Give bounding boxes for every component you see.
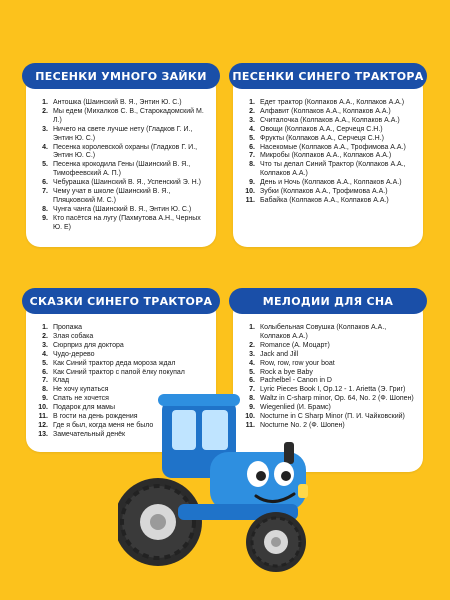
track-item bbox=[243, 197, 417, 206]
track-item bbox=[36, 333, 210, 342]
track-item bbox=[36, 108, 210, 126]
track-item bbox=[36, 360, 210, 369]
track-number: 8. bbox=[249, 161, 255, 169]
track-number: 6. bbox=[42, 179, 48, 187]
track-title: Спать не хочется bbox=[53, 395, 109, 403]
track-number: 2. bbox=[249, 341, 255, 349]
blue-tractor-illustration bbox=[118, 392, 318, 600]
track-item bbox=[36, 206, 210, 215]
track-number: 6. bbox=[249, 377, 255, 385]
track-title: Pachelbel - Canon in D bbox=[260, 377, 332, 385]
panel-title: СКАЗКИ СИНЕГО ТРАКТОРА bbox=[22, 288, 220, 314]
track-number: 9. bbox=[249, 179, 255, 187]
track-number: 8. bbox=[42, 205, 48, 213]
track-item bbox=[243, 117, 417, 126]
track-title: Микробы (Колпаков А.А., Колпаков А.А.) bbox=[260, 152, 392, 160]
track-title: Едет трактор (Колпаков А.А., Колпаков А.А.) bbox=[260, 99, 405, 106]
track-title: Чему учат в школе (Шаинский В. Я., Пляцковский М. С.) bbox=[53, 188, 171, 204]
track-title: Nocturne No. 2 (Ф. Шопен) bbox=[260, 421, 345, 429]
track-title: Waltz in C-sharp minor, Op. 64, No. 2 (Ф. Шопен) bbox=[260, 395, 414, 403]
track-title: Зубки (Колпаков А.А., Трофимова А.А.) bbox=[260, 188, 388, 196]
track-number: 6. bbox=[249, 143, 255, 151]
track-title: Чудо-дерево bbox=[53, 350, 95, 358]
track-item bbox=[36, 99, 210, 108]
track-title: Wiegenlied (И. Брамс) bbox=[260, 404, 331, 412]
track-item bbox=[243, 369, 417, 378]
track-number: 2. bbox=[249, 107, 255, 115]
track-item bbox=[243, 179, 417, 188]
track-item bbox=[36, 215, 210, 233]
track-item bbox=[243, 188, 417, 197]
track-title: Чебурашка (Шаинский В. Я., Успенский Э. Н.) bbox=[53, 179, 202, 187]
track-number: 9. bbox=[249, 404, 255, 412]
track-title: Lyric Pieces Book I, Op.12 - 1. Arietta (Э. Григ) bbox=[260, 386, 406, 394]
track-number: 10. bbox=[38, 404, 48, 412]
panel-title: ПЕСЕНКИ СИНЕГО ТРАКТОРА bbox=[229, 63, 427, 89]
track-number: 7. bbox=[42, 188, 48, 196]
track-title: Злая собака bbox=[53, 332, 94, 340]
track-item bbox=[243, 377, 417, 386]
track-number: 13. bbox=[38, 430, 48, 438]
track-number: 10. bbox=[245, 413, 255, 421]
track-number: 2. bbox=[42, 332, 48, 340]
track-number: 6. bbox=[42, 368, 48, 376]
track-title: Что ты делал Синий Трактор (Колпаков А.А., Колпаков А.А.) bbox=[260, 161, 406, 178]
track-title: Подарок для мамы bbox=[53, 404, 115, 412]
track-number: 5. bbox=[42, 359, 48, 367]
track-title: Считалочка (Колпаков А.А., Колпаков А.А.) bbox=[260, 116, 400, 124]
track-item bbox=[243, 351, 417, 360]
track-title: Как Синий трактор деда мороза ждал bbox=[53, 359, 176, 367]
track-item bbox=[36, 161, 210, 179]
track-number: 1. bbox=[42, 99, 48, 106]
track-item bbox=[243, 360, 417, 369]
track-title: Rock a bye Baby bbox=[260, 368, 313, 376]
track-title: Не хочу купаться bbox=[53, 386, 109, 394]
track-number: 3. bbox=[249, 116, 255, 124]
track-title: Сюрприз для доктора bbox=[53, 341, 124, 349]
track-title: Мы едем (Михалков С. В., Старокадомский М. Л.) bbox=[53, 107, 204, 124]
track-title: Песенка королевской охраны (Гладков Г. И., Энтин Ю. С.) bbox=[53, 143, 198, 160]
track-title: Антошка (Шаинский В. Я., Энтин Ю. С.) bbox=[53, 99, 182, 106]
track-number: 3. bbox=[42, 341, 48, 349]
track-item bbox=[243, 161, 417, 179]
panel-title: ПЕСЕНКИ УМНОГО ЗАЙКИ bbox=[22, 63, 220, 89]
track-item bbox=[243, 152, 417, 161]
track-list bbox=[36, 99, 210, 233]
track-title: День и Ночь (Колпаков А.А., Колпаков А.А.) bbox=[260, 179, 402, 187]
track-item bbox=[36, 377, 210, 386]
track-title: Фрукты (Колпаков А.А., Серчеця С.Н.) bbox=[260, 134, 384, 142]
track-number: 1. bbox=[249, 99, 255, 106]
track-title: Овощи (Колпаков А.А., Серчеця С.Н.) bbox=[260, 125, 383, 133]
rear-wheel bbox=[118, 478, 202, 566]
track-title: Замечательный денёк bbox=[53, 430, 126, 438]
track-item bbox=[36, 369, 210, 378]
track-number: 5. bbox=[249, 368, 255, 376]
track-item bbox=[243, 342, 417, 351]
track-number: 3. bbox=[42, 125, 48, 133]
track-title: Ничего на свете лучше нету (Гладков Г. И., Энтин Ю. С.) bbox=[53, 125, 193, 142]
track-item bbox=[36, 342, 210, 351]
track-item bbox=[36, 126, 210, 144]
songs-blue-tractor-panel bbox=[232, 69, 424, 247]
track-number: 7. bbox=[249, 152, 255, 160]
track-list bbox=[243, 99, 417, 206]
track-number: 8. bbox=[42, 386, 48, 394]
track-number: 1. bbox=[249, 324, 255, 331]
track-number: 5. bbox=[249, 134, 255, 142]
track-title: Алфавит (Колпаков А.А., Колпаков А.А.) bbox=[260, 107, 391, 115]
track-title: Как Синий трактор с папой ёлку покупал bbox=[53, 368, 185, 376]
track-number: 4. bbox=[42, 143, 48, 151]
track-number: 4. bbox=[42, 350, 48, 358]
track-title: Где я был, когда меня не было bbox=[53, 421, 154, 429]
track-title: Колыбельная Совушка (Колпаков А.А., Колпаков А.А.) bbox=[260, 324, 387, 340]
track-title: Jack and Jill bbox=[260, 350, 299, 358]
track-item bbox=[243, 108, 417, 117]
panel-title: МЕЛОДИИ ДЛЯ СНА bbox=[229, 288, 427, 314]
track-item bbox=[36, 179, 210, 188]
track-title: Пропажа bbox=[53, 324, 83, 331]
track-number: 4. bbox=[249, 125, 255, 133]
track-number: 7. bbox=[42, 377, 48, 385]
track-item bbox=[36, 144, 210, 162]
track-number: 11. bbox=[245, 421, 255, 429]
track-title: Row, row, row your boat bbox=[260, 359, 335, 367]
track-number: 11. bbox=[38, 413, 48, 421]
track-number: 9. bbox=[42, 214, 48, 222]
track-item bbox=[36, 188, 210, 206]
track-item bbox=[243, 324, 417, 342]
track-title: Клад bbox=[53, 377, 70, 385]
track-number: 11. bbox=[245, 196, 255, 204]
track-number: 7. bbox=[249, 386, 255, 394]
track-number: 10. bbox=[245, 188, 255, 196]
track-number: 4. bbox=[249, 359, 255, 367]
track-title: Насекомые (Колпаков А.А., Трофимова А.А.) bbox=[260, 143, 406, 151]
track-title: В гости на день рождения bbox=[53, 413, 138, 421]
track-title: Romance (А. Моцарт) bbox=[260, 341, 330, 349]
track-item bbox=[36, 324, 210, 333]
track-title: Песенка крокодила Гены (Шаинский В. Я., Тимофеевский А. П.) bbox=[53, 161, 191, 178]
track-title: Бабайка (Колпаков А.А., Колпаков А.А.) bbox=[260, 196, 389, 204]
track-number: 1. bbox=[42, 324, 48, 331]
songs-smart-bunny-panel bbox=[26, 69, 216, 247]
track-number: 3. bbox=[249, 350, 255, 358]
track-title: Nocturne in C Sharp Minor (П. И. Чайковский) bbox=[260, 413, 405, 421]
track-title: Чунга чанга (Шаинский В. Я., Энтин Ю. С.) bbox=[53, 205, 192, 213]
track-item bbox=[36, 351, 210, 360]
track-item bbox=[243, 135, 417, 144]
track-title: Кто пасётся на лугу (Пахмутова А.Н., Черных Ю. Е) bbox=[53, 214, 201, 231]
track-item bbox=[243, 126, 417, 135]
track-number: 9. bbox=[42, 395, 48, 403]
track-number: 12. bbox=[38, 421, 48, 429]
track-number: 5. bbox=[42, 161, 48, 169]
front-wheel bbox=[246, 512, 306, 572]
track-item bbox=[243, 99, 417, 108]
track-number: 2. bbox=[42, 107, 48, 115]
track-number: 8. bbox=[249, 395, 255, 403]
